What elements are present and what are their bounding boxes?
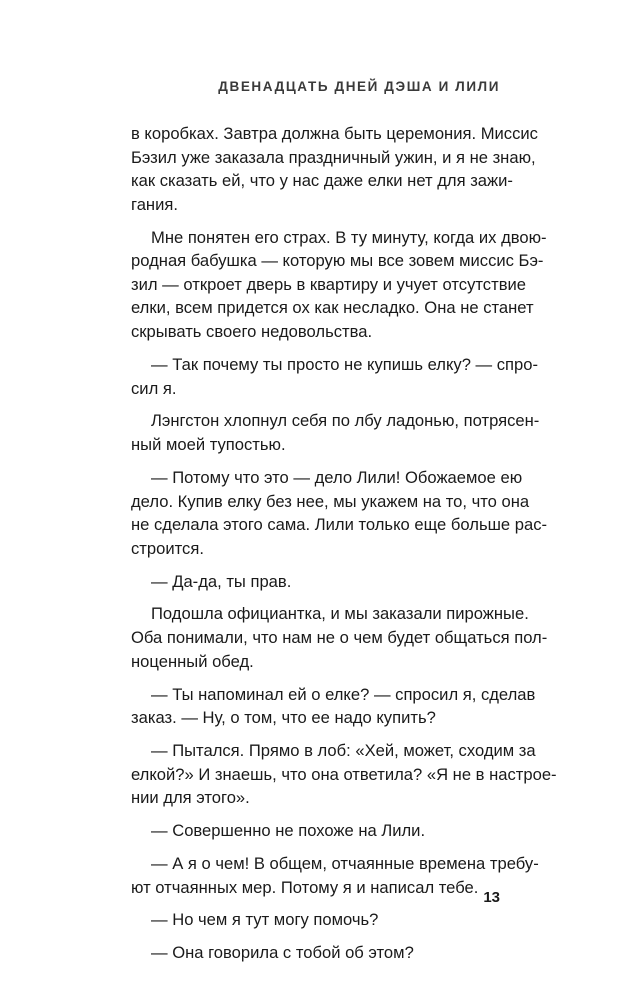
paragraph: [131, 852, 539, 899]
paragraph: [131, 683, 536, 730]
text-line: гания.: [131, 194, 178, 214]
paragraph: [131, 226, 547, 344]
text-line: — Но чем я тут могу помочь?: [151, 910, 379, 930]
text-line: — А я о чем! В общем, отчаянные времена требу-: [151, 854, 539, 873]
text-line: — Ты напоминал ей о елке? — спросил я, сделав: [151, 684, 536, 704]
paragraph: [131, 739, 557, 810]
paragraph: [131, 353, 539, 400]
text-line: в коробках. Завтра должна быть церемония. Миссис: [131, 124, 538, 143]
text-line: строится.: [131, 538, 204, 558]
text-line: Подошла официантка, и мы заказали пирожные.: [151, 604, 529, 624]
text-line: — Так почему ты просто не купишь елку? — спро-: [151, 354, 539, 374]
text-line: дело. Купив елку без нее, мы укажем на то, что она: [131, 491, 530, 511]
text-line: — Да-да, ты прав.: [151, 571, 292, 591]
paragraph: [131, 570, 502, 594]
paragraph: [131, 819, 502, 843]
paragraph: [131, 409, 540, 456]
paragraph: [131, 602, 548, 673]
text-line: — Совершенно не похоже на Лили.: [151, 821, 426, 841]
text-line: родная бабушка — которую мы все зовем миссис Бэ-: [131, 251, 544, 271]
page-body: [131, 122, 557, 974]
text-line: Оба понимали, что нам не о чем будет общаться пол-: [131, 628, 548, 648]
text-line: сил я.: [131, 378, 177, 398]
text-line: зил — откроет дверь в квартиру и учует отсутствие: [131, 274, 527, 294]
paragraph: [131, 122, 538, 216]
text-line: — Пытался. Прямо в лоб: «Хей, может, сходим за: [151, 741, 536, 761]
paragraph: [131, 908, 502, 932]
page-number: 13: [483, 889, 500, 906]
running-head: ДВЕНАДЦАТЬ ДНЕЙ ДЭША И ЛИЛИ: [218, 79, 500, 94]
paragraph: [131, 466, 548, 560]
text-line: ноценный обед.: [131, 651, 254, 671]
text-line: — Она говорила с тобой об этом?: [151, 943, 414, 963]
text-line: Лэнгстон хлопнул себя по лбу ладонью, потрясен-: [151, 411, 540, 431]
text-line: Мне понятен его страх. В ту минуту, когда их двою-: [151, 227, 547, 247]
text-line: ный моей тупостью.: [131, 435, 286, 455]
text-line: — Потому что это — дело Лили! Обожаемое ею: [151, 467, 523, 487]
text-line: елки, всем придется ох как несладко. Она не станет: [131, 298, 534, 318]
text-line: не сделала этого сама. Лили только еще больше рас-: [131, 515, 548, 535]
text-line: как сказать ей, что у нас даже елки нет для зажи-: [131, 171, 513, 191]
paragraph: [131, 941, 502, 965]
text-line: скрывать своего недовольства.: [131, 322, 373, 342]
text-line: Бэзил уже заказала праздничный ужин, и я не знаю,: [131, 147, 536, 167]
text-line: заказ. — Ну, о том, что ее надо купить?: [131, 708, 436, 728]
text-line: елкой?» И знаешь, что она ответила? «Я не в настрое-: [131, 764, 557, 784]
text-line: ют отчаянных мер. Потому я и написал тебе.: [131, 877, 479, 897]
text-line: нии для этого».: [131, 788, 250, 808]
